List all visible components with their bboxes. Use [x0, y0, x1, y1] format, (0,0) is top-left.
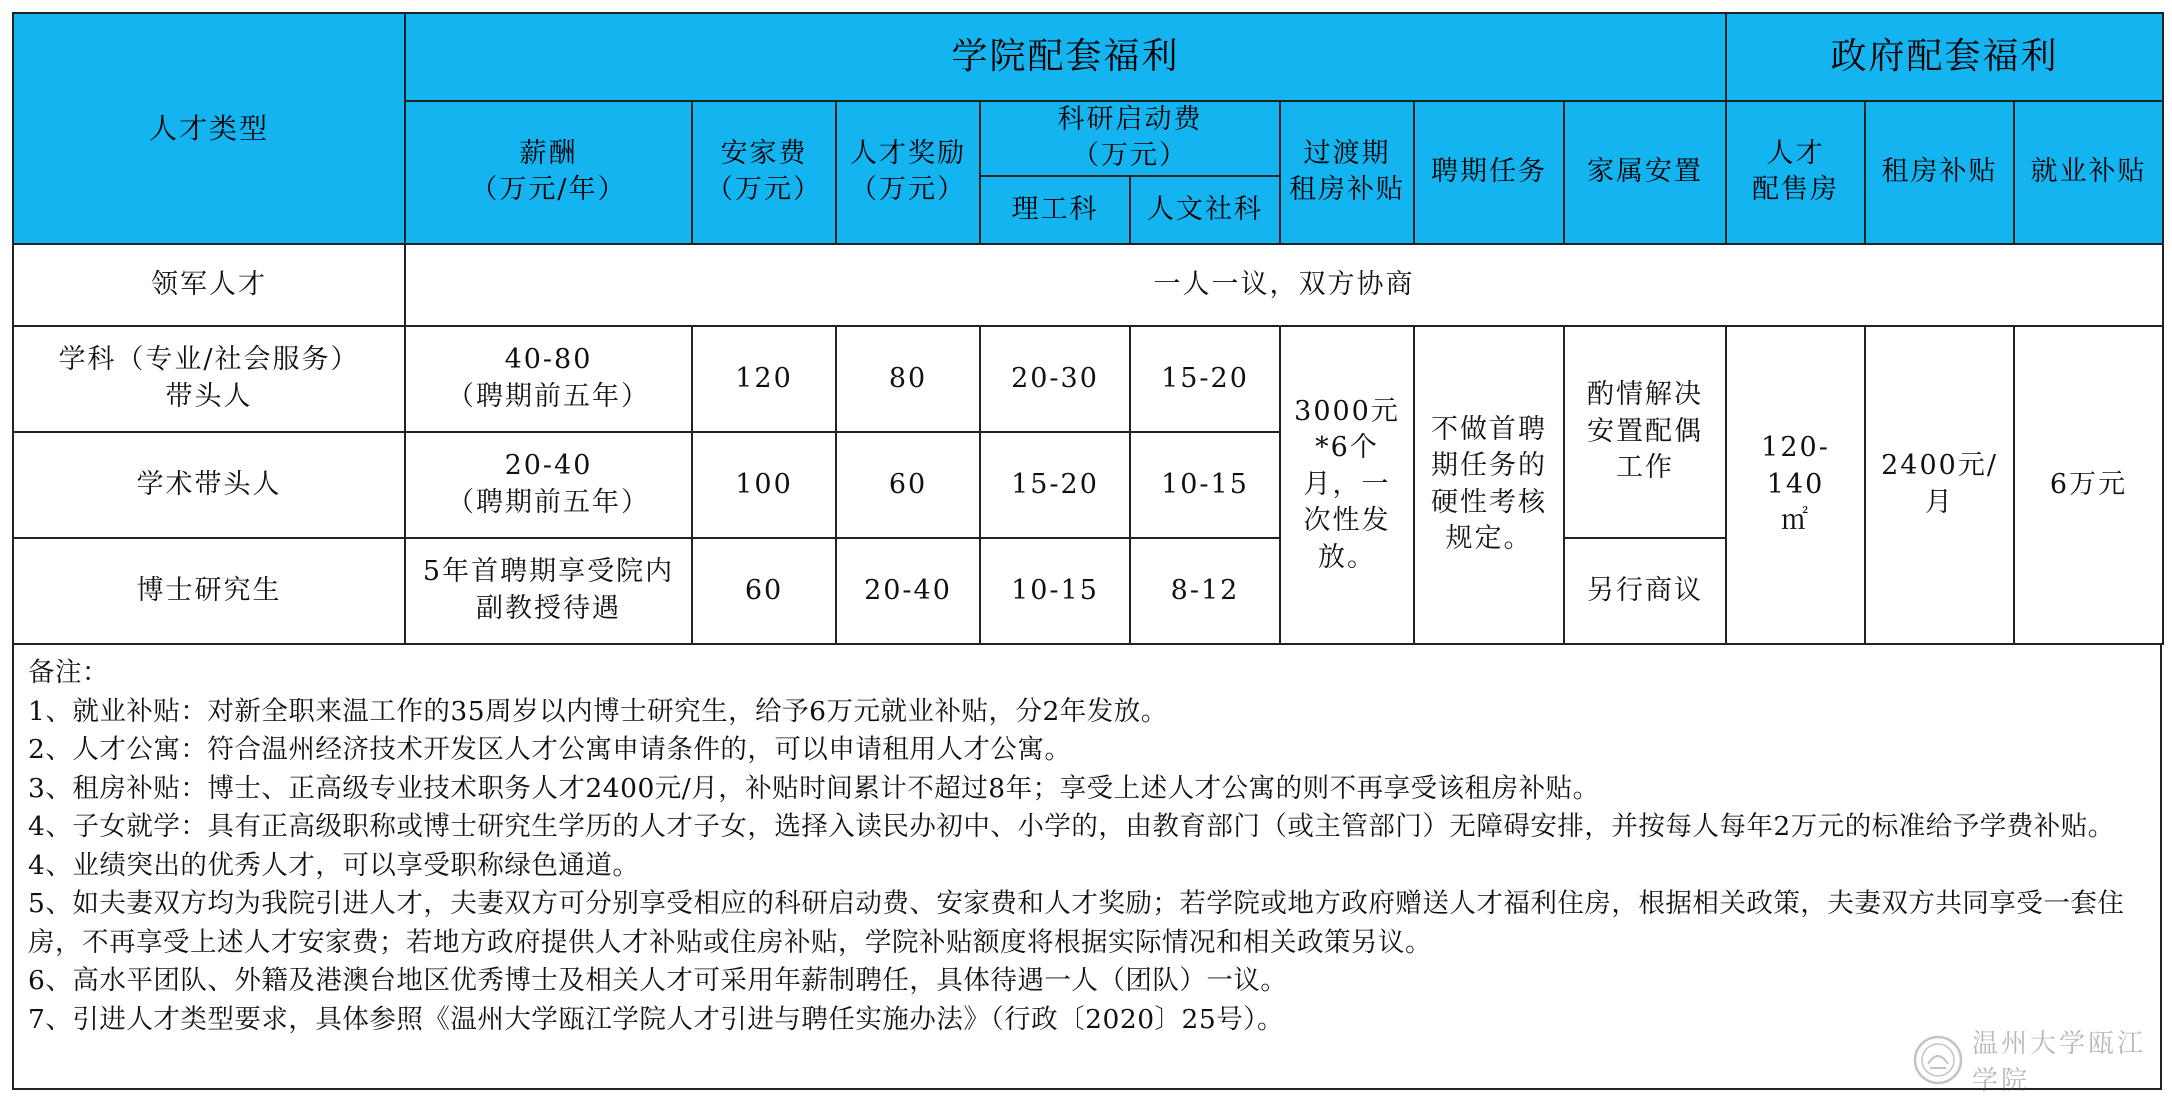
header-salary: 薪酬 （万元/年）	[405, 101, 692, 244]
note-item: 1、就业补贴：对新全职来温工作的35周岁以内博士研究生，给予6万元就业补贴，分2年发放。	[28, 695, 1168, 727]
shared-transition-rent: 3000元 *6个 月，一 次性发 放。	[1280, 326, 1414, 644]
header-employment-subsidy: 就业补贴	[2014, 101, 2163, 244]
row-phd-settling: 60	[692, 538, 836, 644]
note-item: 2、人才公寓：符合温州经济技术开发区人才公寓申请条件的，可以申请租用人才公寓。	[28, 734, 1072, 765]
header-rent-subsidy: 租房补贴	[1865, 101, 2014, 244]
notes-title: 备注：	[28, 657, 109, 688]
row-discipline-lead-award: 80	[836, 326, 980, 432]
college-watermark	[1912, 1029, 2162, 1096]
header-government-welfare: 政府配套福利	[1726, 13, 2163, 101]
header-talent-award: 人才奖励 （万元）	[836, 101, 980, 244]
row-phd-salary: 5年首聘期享受院内 副教授待遇	[405, 538, 692, 644]
talent-welfare-sheet	[12, 12, 2164, 1096]
watermark-text: 温州大学瓯江学院	[1972, 1029, 2147, 1096]
row-discipline-lead-category: 学科（专业/社会服务） 带头人	[13, 326, 405, 432]
note-item: 6、高水平团队、外籍及港澳台地区优秀博士及相关人才可采用年薪制聘任，具体待遇一人（团队）一议。	[28, 965, 1288, 996]
header-tenure-task: 聘期任务	[1414, 101, 1564, 244]
header-humanities: 人文社科	[1130, 176, 1280, 244]
header-transition-rent: 过渡期 租房补贴	[1280, 101, 1414, 244]
notes-section	[12, 644, 2162, 1090]
welfare-table	[12, 12, 2164, 645]
row-academic-lead-settling: 100	[692, 432, 836, 538]
shared-tenure-task: 不做首聘 期任务的 硬性考核 规定。	[1414, 326, 1564, 644]
shared-employment-subsidy: 6万元	[2014, 326, 2163, 644]
row-academic-lead-category: 学术带头人	[13, 432, 405, 538]
shared-talent-housing: 120-140 ㎡	[1726, 326, 1865, 644]
row-leader-negotiation: 一人一议，双方协商	[405, 244, 2163, 326]
header-settling-fee: 安家费 （万元）	[692, 101, 836, 244]
row-phd-award: 20-40	[836, 538, 980, 644]
row-academic-lead-science: 15-20	[980, 432, 1130, 538]
college-seal-icon	[1912, 1034, 1964, 1086]
row-phd-humanities: 8-12	[1130, 538, 1280, 644]
header-family-placement: 家属安置	[1564, 101, 1726, 244]
row-leader-category: 领军人才	[13, 244, 405, 326]
header-talent-housing: 人才 配售房	[1726, 101, 1865, 244]
row-academic-lead-salary: 20-40 （聘期前五年）	[405, 432, 692, 538]
note-item: 5、如夫妻双方均为我院引进人才，夫妻双方可分别享受相应的科研启动费、安家费和人才奖励；若学院或地方政府赠送人才福利住房，根据相关政策，夫妻双方共同享受一套住房，不再享受上述人才安家费；若地方政府提供人才补贴或住房补贴，学院补贴额度将根据实际情况和相关政策另议。	[28, 888, 2125, 958]
note-item: 7、引进人才类型要求，具体参照《温州大学瓯江学院人才引进与聘任实施办法》（行政〔2020〕25号）。	[28, 1003, 1285, 1035]
header-research-fund: 科研启动费 （万元）	[980, 101, 1280, 176]
header-science-eng: 理工科	[980, 176, 1130, 244]
row-phd-category: 博士研究生	[13, 538, 405, 644]
row-discipline-lead-science: 20-30	[980, 326, 1130, 432]
note-item: 4、子女就学：具有正高级职称或博士研究生学历的人才子女，选择入读民办初中、小学的，由教育部门（或主管部门）无障碍安排，并按每人每年2万元的标准给予学费补贴。	[28, 811, 2115, 842]
row-academic-lead-humanities: 10-15	[1130, 432, 1280, 538]
header-college-welfare: 学院配套福利	[405, 13, 1726, 101]
note-item: 3、租房补贴：博士、正高级专业技术职务人才2400元/月，补贴时间累计不超过8年；享受上述人才公寓的则不再享受该租房补贴。	[28, 772, 1600, 804]
note-item: 4、业绩突出的优秀人才，可以享受职称绿色通道。	[28, 849, 640, 881]
row-phd-family: 另行商议	[1564, 538, 1726, 644]
row-discipline-lead-settling: 120	[692, 326, 836, 432]
shared-rent-subsidy: 2400元/月	[1865, 326, 2014, 644]
row-discipline-lead-humanities: 15-20	[1130, 326, 1280, 432]
row-discipline-lead-salary: 40-80 （聘期前五年）	[405, 326, 692, 432]
header-talent-type: 人才类型	[13, 13, 405, 244]
row-academic-lead-award: 60	[836, 432, 980, 538]
row-phd-science: 10-15	[980, 538, 1130, 644]
shared-family-placement: 酌情解决 安置配偶 工作	[1564, 326, 1726, 538]
